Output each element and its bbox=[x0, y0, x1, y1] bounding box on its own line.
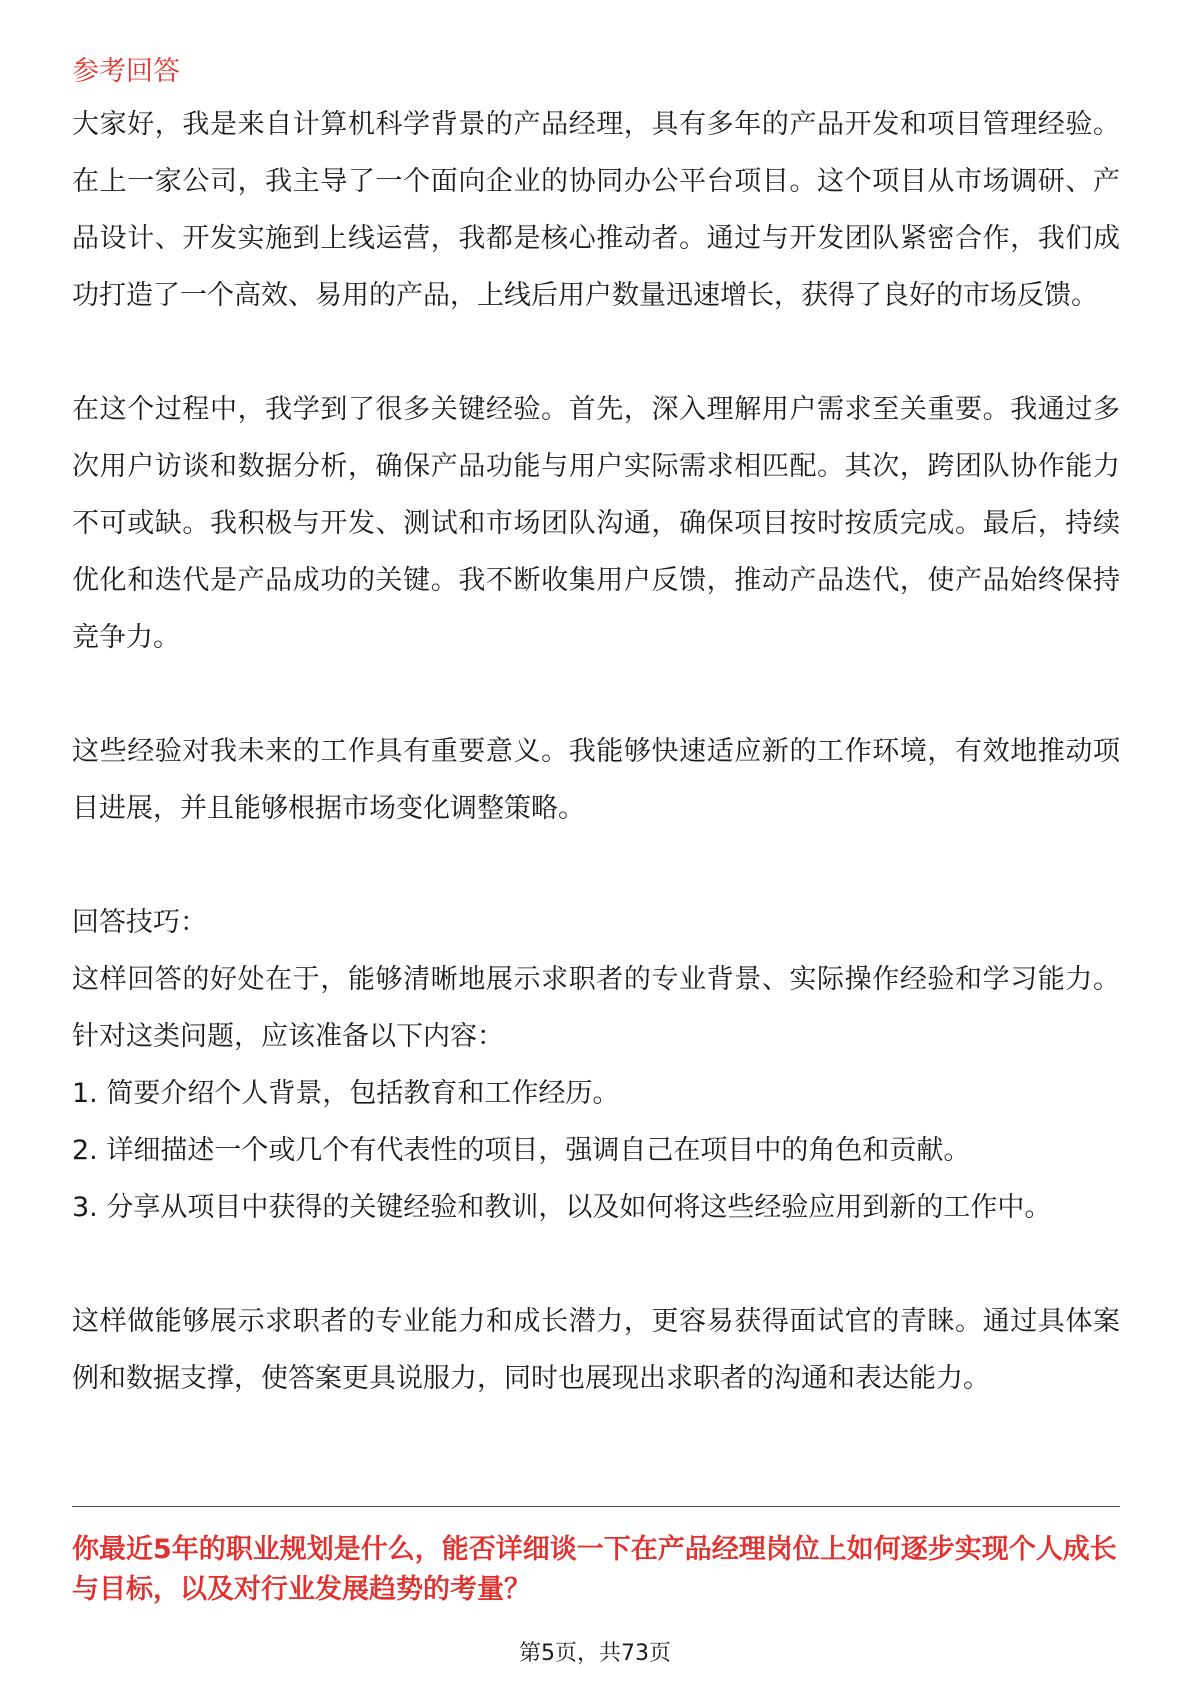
paragraph-gap bbox=[72, 324, 1120, 381]
section-divider bbox=[72, 1506, 1120, 1507]
tips-heading: 回答技巧： bbox=[72, 907, 207, 938]
tips-item-3: 3. 分享从项目中获得的关键经验和教训，以及如何将这些经验应用到新的工作中。 bbox=[72, 1192, 1052, 1223]
next-question: 你最近5年的职业规划是什么，能否详细谈一下在产品经理岗位上如何逐步实现个人成长与目标，以及对行业发展趋势的考量？ bbox=[72, 1534, 1117, 1605]
answer-paragraph-3: 这些经验对我未来的工作具有重要意义。我能够快速适应新的工作环境，有效地推动项目进展，并且能够根据市场变化调整策略。 bbox=[72, 736, 1120, 824]
answer-paragraph-2: 在这个过程中，我学到了很多关键经验。首先，深入理解用户需求至关重要。我通过多次用户访谈和数据分析，确保产品功能与用户实际需求相匹配。其次，跨团队协作能力不可或缺。我积极与开发、测试和市场团队沟通，确保项目按时按质完成。最后，持续优化和迭代是产品成功的关键。我不断收集用户反馈，推动产品迭代，使产品始终保持竞争力。 bbox=[72, 394, 1120, 653]
tips-intro: 这样回答的好处在于，能够清晰地展示求职者的专业背景、实际操作经验和学习能力。针对这类问题，应该准备以下内容： bbox=[72, 964, 1120, 1052]
tips-item-1: 1. 简要介绍个人背景，包括教育和工作经历。 bbox=[72, 1078, 620, 1109]
paragraph-gap bbox=[72, 666, 1120, 723]
paragraph-gap bbox=[72, 1236, 1120, 1293]
document-body bbox=[72, 48, 1120, 1407]
tips-item-2: 2. 详细描述一个或几个有代表性的项目，强调自己在项目中的角色和贡献。 bbox=[72, 1135, 971, 1166]
paragraph-gap bbox=[72, 837, 1120, 894]
section-title: 参考回答 bbox=[72, 56, 180, 87]
page-footer: 第5页，共73页 bbox=[519, 1641, 671, 1666]
tips-closing: 这样做能够展示求职者的专业能力和成长潜力，更容易获得面试官的青睐。通过具体案例和数据支撑，使答案更具说服力，同时也展现出求职者的沟通和表达能力。 bbox=[72, 1306, 1120, 1394]
answer-paragraph-1: 大家好，我是来自计算机科学背景的产品经理，具有多年的产品开发和项目管理经验。在上一家公司，我主导了一个面向企业的协同办公平台项目。这个项目从市场调研、产品设计、开发实施到上线运营，我都是核心推动者。通过与开发团队紧密合作，我们成功打造了一个高效、易用的产品，上线后用户数量迅速增长，获得了良好的市场反馈。 bbox=[72, 109, 1120, 311]
